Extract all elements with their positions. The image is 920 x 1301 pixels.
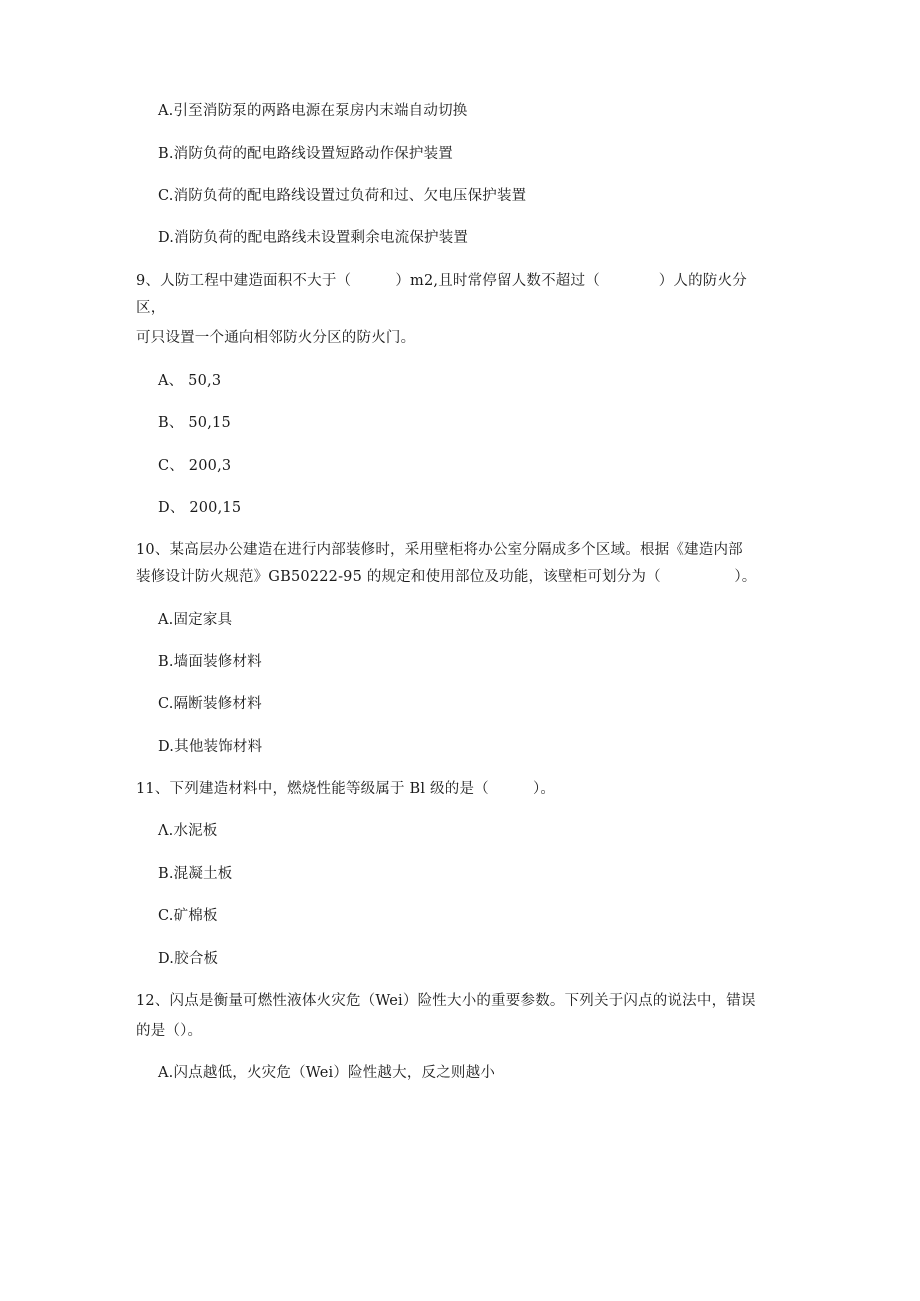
question-10-option-d: D.其他装饰材料 xyxy=(158,739,263,755)
option-b-prev: B.消防负荷的配电路线设置短路动作保护装置 xyxy=(158,146,453,162)
question-10-option-a: A.固定家具 xyxy=(158,612,233,628)
question-10-line-2: 装修设计防火规范》GB50222-95 的规定和使用部位及功能，该壁柜可划分为（ ）。 xyxy=(136,569,757,585)
question-12-option-a: A.闪点越低，火灾危（Wei）险性越大，反之则越小 xyxy=(158,1065,496,1081)
question-10-option-b: B.墙面装修材料 xyxy=(158,654,262,670)
question-9-option-b: B、 50,15 xyxy=(158,415,231,431)
question-11-option-b: B.混凝土板 xyxy=(158,866,233,882)
question-10-option-c: C.隔断装修材料 xyxy=(158,696,262,712)
option-a-prev: A.引至消防泵的两路电源在泵房内末端自动切换 xyxy=(158,103,468,119)
option-d-prev: D.消防负荷的配电路线未设置剩余电流保护装置 xyxy=(158,230,469,246)
question-9-option-a: A、 50,3 xyxy=(158,373,222,389)
question-11-option-d: D.胶合板 xyxy=(158,951,219,967)
question-9-option-d: D、 200,15 xyxy=(158,500,242,516)
question-11-line-1: 11、下列建造材料中，燃烧性能等级属于 Bl 级的是（ ）。 xyxy=(136,781,556,797)
question-9-line-1: 9、人防工程中建造面积不大于（ ）m2,且时常停留人数不超过（ ）人的防火分 xyxy=(136,273,747,289)
question-9-line-3: 可只设置一个通向相邻防火分区的防火门。 xyxy=(136,330,416,346)
option-c-prev: C.消防负荷的配电路线设置过负荷和过、欠电压保护装置 xyxy=(158,188,527,204)
question-11-option-c: C.矿棉板 xyxy=(158,908,218,924)
question-10-line-1: 10、某高层办公建造在进行内部装修时，采用壁柜将办公室分隔成多个区域。根据《建造内部 xyxy=(136,542,743,558)
question-9-line-2: 区， xyxy=(136,300,166,316)
question-9-option-c: C、 200,3 xyxy=(158,458,232,474)
question-12-line-2: 的是（）。 xyxy=(136,1023,203,1039)
question-11-option-a: Λ.水泥板 xyxy=(158,823,218,839)
question-12-line-1: 12、闪点是衡量可燃性液体火灾危（Wei）险性大小的重要参数。下列关于闪点的说法中，错误 xyxy=(136,993,756,1009)
